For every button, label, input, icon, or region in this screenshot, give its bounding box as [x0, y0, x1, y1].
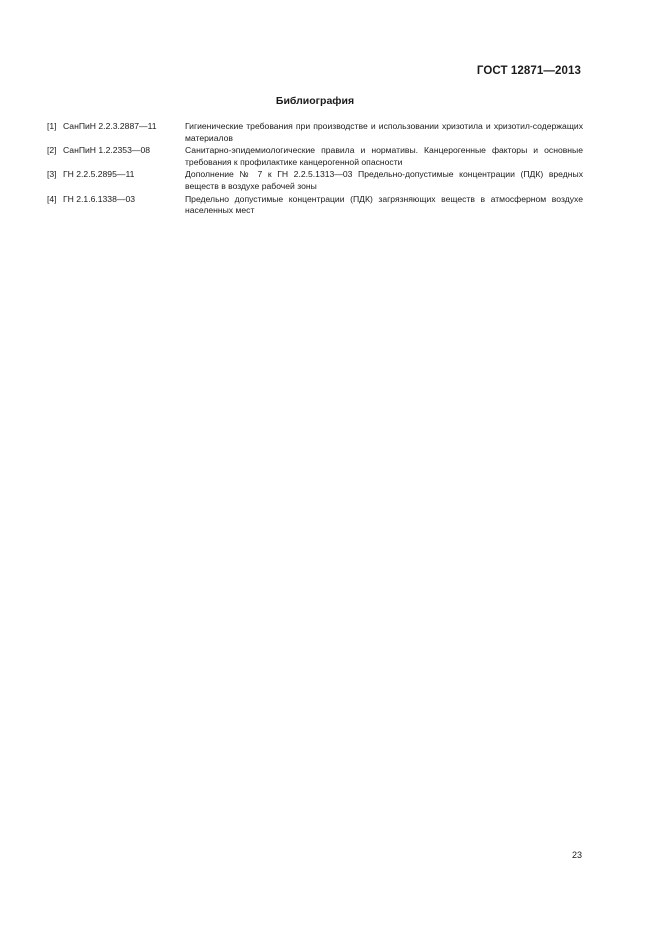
standard-code: ГОСТ 12871—2013 — [476, 65, 581, 77]
bibliography-entry — [47, 194, 583, 217]
page-number: 23 — [571, 850, 582, 860]
entry-number: [2] — [47, 145, 57, 156]
entry-text: Предельно допустимые концентрации (ПДК) загрязняющих веществ в атмосферном воздухе населенных мест — [185, 193, 583, 216]
bibliography-entry — [47, 169, 583, 192]
bibliography-entry — [47, 145, 583, 168]
bibliography-entry — [47, 121, 583, 144]
section-title: Библиография — [275, 95, 355, 107]
entry-code: ГН 2.1.6.1338—03 — [63, 193, 136, 204]
entry-text: Дополнение № 7 к ГН 2.2.5.1313—03 Предельно-допустимые концентрации (ПДК) вредных веществ в воздухе рабочей зоны — [185, 169, 583, 191]
bibliography-list — [47, 121, 583, 217]
entry-number: [4] — [47, 193, 57, 204]
entry-number: [1] — [47, 121, 57, 131]
entry-text: Гигиенические требования при производстве и использовании хризотила и хризотил-содержащих материалов — [185, 121, 583, 143]
entry-code: СанПиН 1.2.2353—08 — [63, 145, 151, 156]
entry-text: Санитарно-эпидемиологические правила и нормативы. Канцерогенные факторы и основные требования к профилактике канцерогенной опасности — [185, 145, 583, 167]
entry-code: СанПиН 2.2.3.2887—11 — [63, 121, 157, 131]
entry-code: ГН 2.2.5.2895—11 — [63, 169, 135, 180]
entry-number: [3] — [47, 169, 57, 180]
